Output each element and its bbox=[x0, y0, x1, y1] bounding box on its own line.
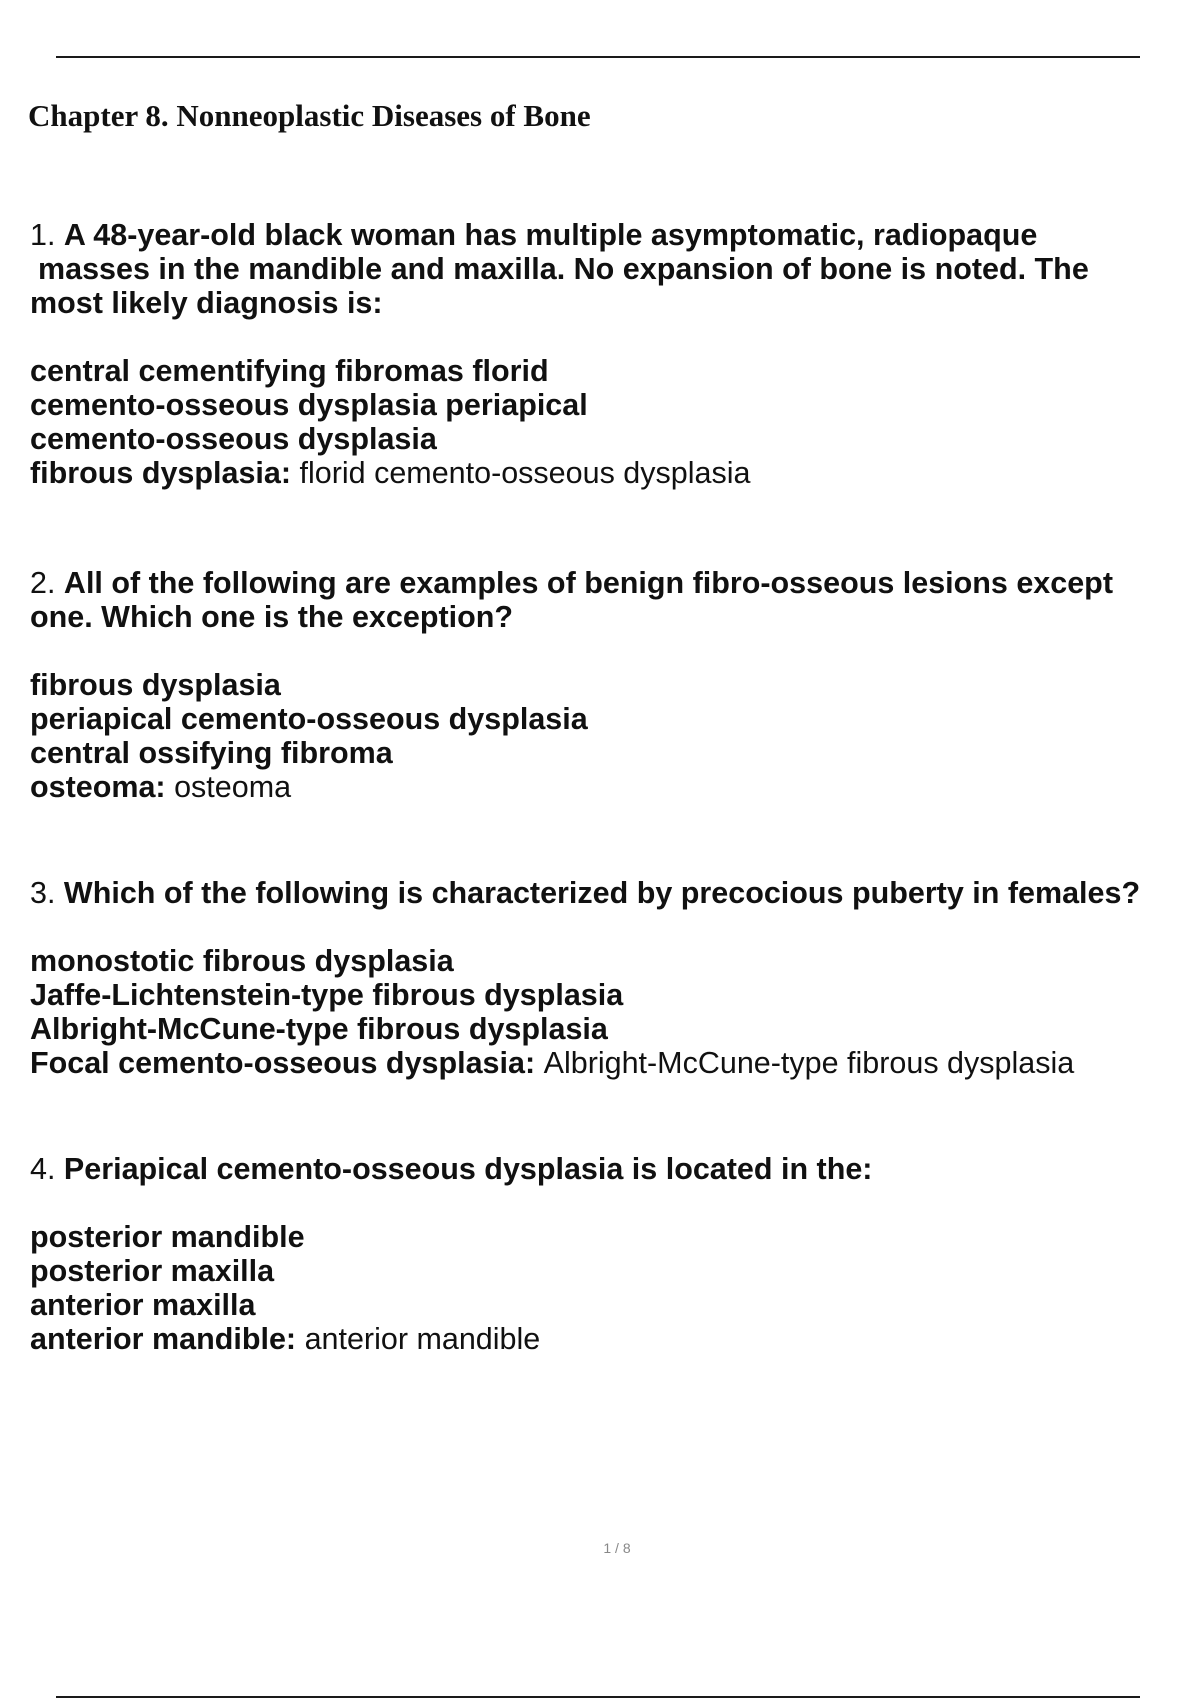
chapter-title: Chapter 8. Nonneoplastic Diseases of Bone bbox=[28, 98, 591, 133]
option-line bbox=[30, 944, 1190, 978]
option-line bbox=[30, 456, 1190, 490]
question-stem bbox=[30, 1152, 1190, 1186]
option-line bbox=[30, 1012, 1190, 1046]
question-text-line: most likely diagnosis is: bbox=[30, 286, 383, 320]
option-line bbox=[30, 1046, 1190, 1080]
bottom-divider bbox=[56, 1696, 1140, 1698]
option-text: Focal cemento-osseous dysplasia: bbox=[30, 1046, 536, 1080]
question-text-line: one. Which one is the exception? bbox=[30, 600, 513, 634]
option-line bbox=[30, 422, 1190, 456]
page-indicator: 1 / 8 bbox=[603, 1540, 631, 1556]
question-2 bbox=[30, 566, 1190, 804]
question-stem bbox=[30, 218, 1190, 320]
option-text: central ossifying fibroma bbox=[30, 736, 393, 770]
option-list bbox=[30, 944, 1190, 1080]
option-list bbox=[30, 1220, 1190, 1356]
option-text: fibrous dysplasia: bbox=[30, 456, 292, 490]
question-4 bbox=[30, 1152, 1190, 1356]
option-list bbox=[30, 354, 1190, 490]
question-number: 4. bbox=[30, 1152, 56, 1186]
answer-text: osteoma bbox=[174, 770, 292, 804]
option-text: posterior maxilla bbox=[30, 1254, 275, 1288]
option-line bbox=[30, 388, 1190, 422]
option-line bbox=[30, 1220, 1190, 1254]
question-text-line: A 48-year-old black woman has multiple asymptomatic, radiopaque bbox=[63, 218, 1038, 252]
option-text: cemento-osseous dysplasia bbox=[30, 422, 437, 456]
option-text: anterior mandible: bbox=[30, 1322, 297, 1356]
option-line bbox=[30, 702, 1190, 736]
top-divider bbox=[56, 56, 1140, 58]
option-text: anterior maxilla bbox=[30, 1288, 256, 1322]
answer-text: anterior mandible bbox=[304, 1322, 541, 1356]
question-1 bbox=[30, 218, 1190, 490]
option-text: monostotic fibrous dysplasia bbox=[30, 944, 454, 978]
question-number: 3. bbox=[30, 876, 56, 910]
option-text: osteoma: bbox=[30, 770, 166, 804]
question-number: 1. bbox=[30, 218, 56, 252]
question-text-line: All of the following are examples of benign fibro-osseous lesions except bbox=[63, 566, 1113, 600]
answer-text: Albright-McCune-type fibrous dysplasia bbox=[543, 1046, 1075, 1080]
question-text-line: masses in the mandible and maxilla. No expansion of bone is noted. The bbox=[38, 252, 1089, 286]
question-number: 2. bbox=[30, 566, 56, 600]
option-line bbox=[30, 1322, 1190, 1356]
option-text: periapical cemento-osseous dysplasia bbox=[30, 702, 588, 736]
option-text: Jaffe-Lichtenstein-type fibrous dysplasia bbox=[30, 978, 624, 1012]
option-text: cemento-osseous dysplasia periapical bbox=[30, 388, 588, 422]
option-line bbox=[30, 1254, 1190, 1288]
option-line bbox=[30, 770, 1190, 804]
question-text-line: Which of the following is characterized by precocious puberty in females? bbox=[63, 876, 1141, 910]
option-line bbox=[30, 978, 1190, 1012]
option-line bbox=[30, 736, 1190, 770]
answer-text: florid cemento-osseous dysplasia bbox=[299, 456, 751, 490]
option-line bbox=[30, 668, 1190, 702]
option-line bbox=[30, 354, 1190, 388]
option-text: fibrous dysplasia bbox=[30, 668, 281, 702]
option-text: posterior mandible bbox=[30, 1220, 305, 1254]
question-text-line: Periapical cemento-osseous dysplasia is located in the: bbox=[63, 1152, 873, 1186]
question-3 bbox=[30, 876, 1190, 1080]
question-stem bbox=[30, 566, 1190, 634]
option-list bbox=[30, 668, 1190, 804]
option-text: Albright-McCune-type fibrous dysplasia bbox=[30, 1012, 608, 1046]
option-text: central cementifying fibromas florid bbox=[30, 354, 549, 388]
option-line bbox=[30, 1288, 1190, 1322]
question-stem bbox=[30, 876, 1190, 910]
